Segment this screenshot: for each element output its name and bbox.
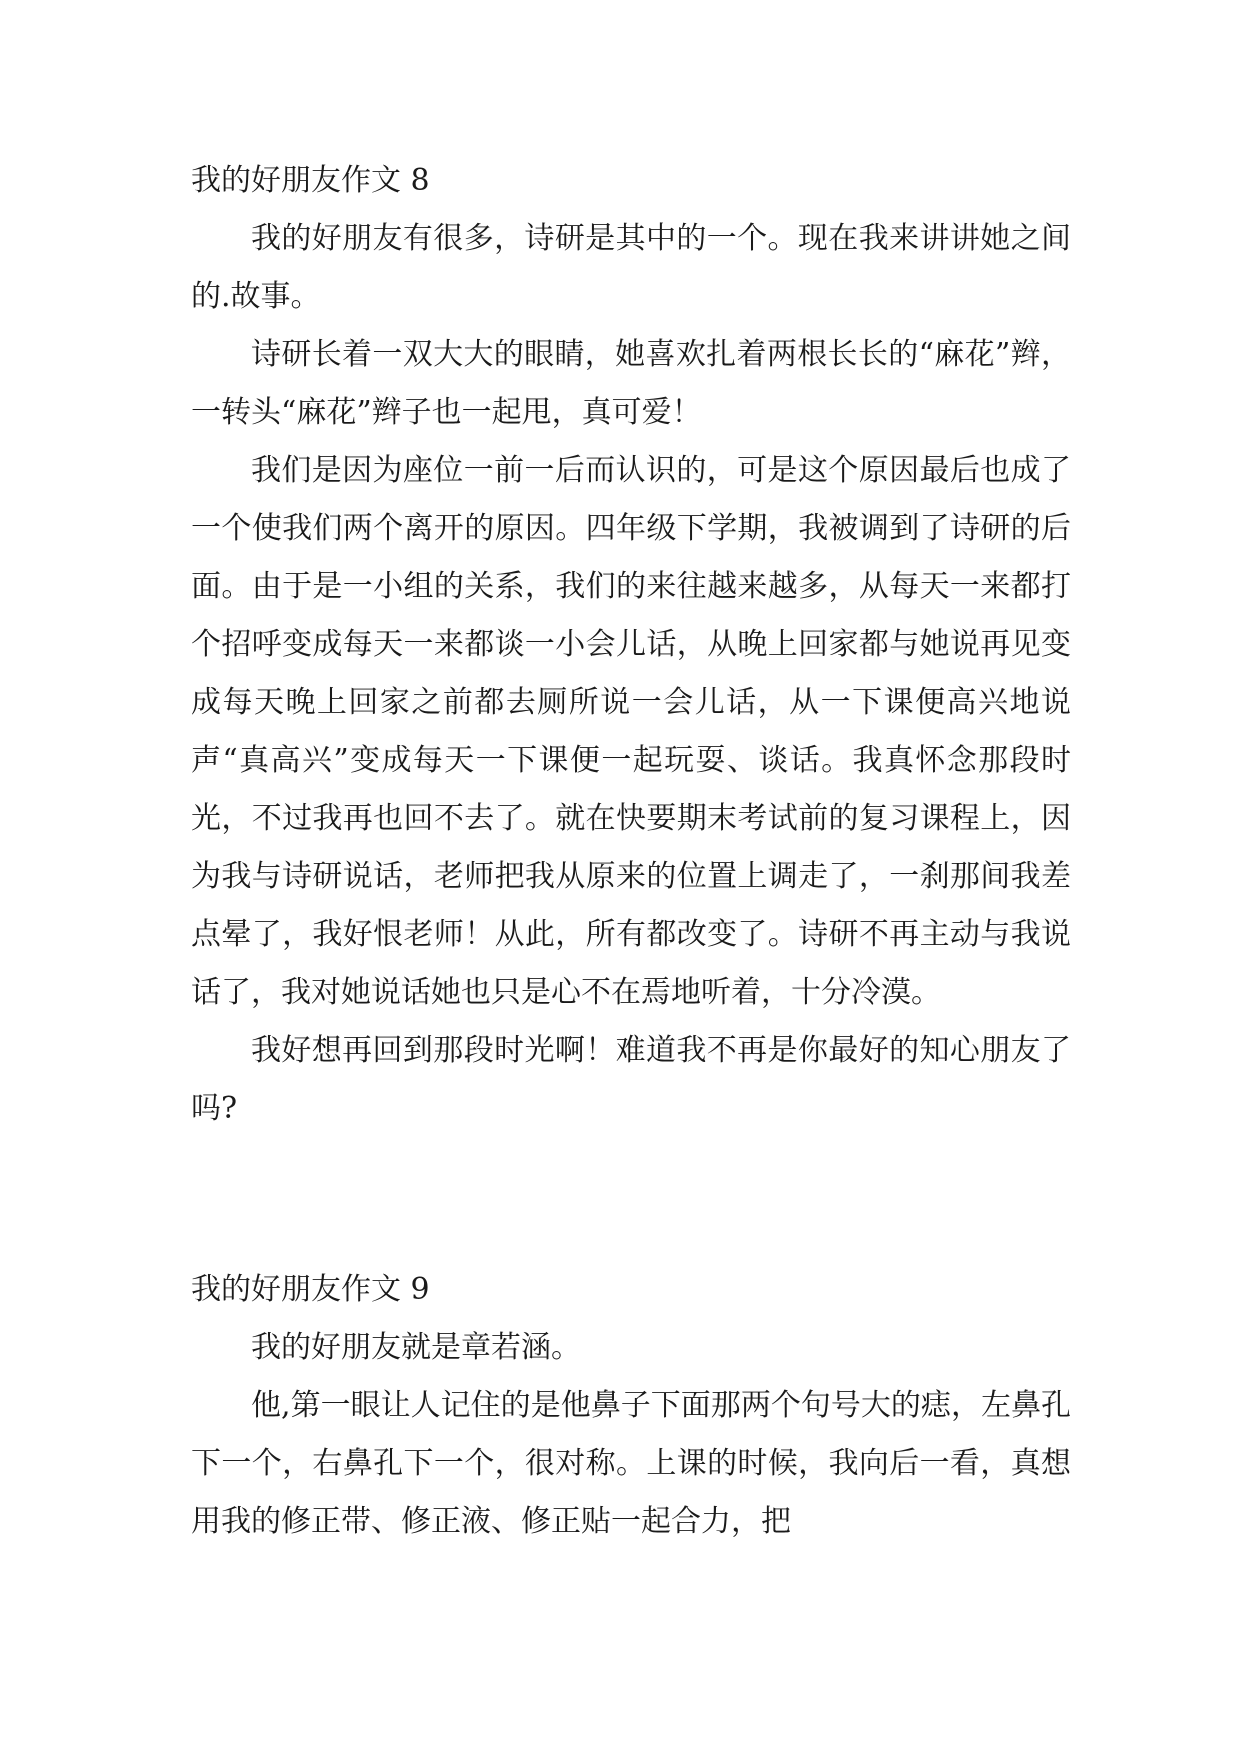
essay-paragraph: 我的好朋友有很多，诗研是其中的一个。现在我来讲讲她之间的.故事。 [191,221,1071,314]
essay-paragraph: 我们是因为座位一前一后而认识的，可是这个原因最后也成了一个使我们两个离开的原因。四年级下学期，我被调到了诗研的后面。由于是一小组的关系，我们的来往越来越多，从每天一来都打个招呼变成每天一来都谈一小会儿话，从晚上回家都与她说再见变成每天晚上回家之前都去厕所说一会儿话，从一下课便高兴地说声“真高兴”变成每天一下课便一起玩耍、谈话。我真怀念那段时光，不过我再也回不去了。就在快要期末考试前的复习课程上，因为我与诗研说话，老师把我从原来的位置上调走了，一刹那间我差点晕了，我好恨老师！从此，所有都改变了。诗研不再主动与我说话了，我对她说话她也只是心不在焉地听着，十分冷漠。 [191,453,1071,1010]
essay-title: 我的好朋友作文 8 [191,163,430,198]
essay-paragraph: 我的好朋友就是章若涵。 [251,1330,581,1365]
essay-paragraph: 他,第一眼让人记住的是他鼻子下面那两个句号大的痣，左鼻孔下一个，右鼻孔下一个，很对称。上课的时候，我向后一看，真想用我的修正带、修正液、修正贴一起合力，把 [191,1388,1071,1539]
essay-title: 我的好朋友作文 9 [191,1272,430,1307]
essay-paragraph: 我好想再回到那段时光啊！难道我不再是你最好的知心朋友了吗? [191,1033,1071,1126]
essay-paragraph: 诗研长着一双大大的眼睛，她喜欢扎着两根长长的“麻花”辫，一转头“麻花”辫子也一起甩，真可爱！ [191,337,1071,430]
essay-section-8 [191,152,1071,1138]
essay-section-9 [191,1261,1071,1551]
